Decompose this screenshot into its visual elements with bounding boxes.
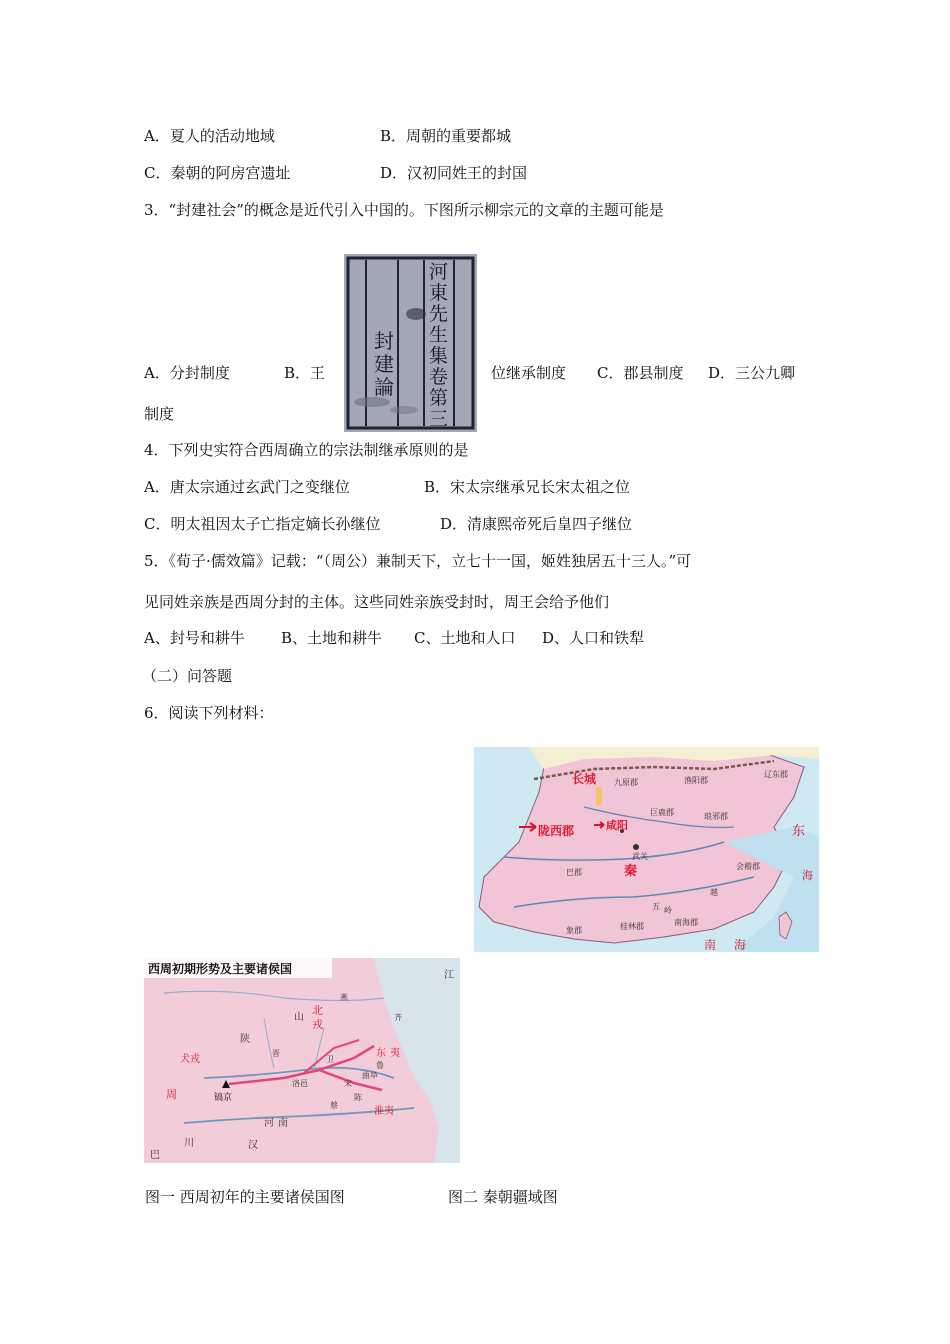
map-label-liaodong: 辽东郡 <box>764 770 788 779</box>
zhou-label-yan: 燕 <box>340 993 348 1002</box>
map-label-xianyang: 咸阳 <box>606 819 628 832</box>
map-label-kuaiji: 会稽郡 <box>736 862 760 871</box>
zhou-map-title: 西周初期形势及主要诸侯国 <box>148 962 293 976</box>
zhou-label-yi: 夷 <box>390 1048 400 1059</box>
q5-option-b: B、土地和耕牛 <box>281 629 383 647</box>
q5-option-a: A、封号和耕牛 <box>144 629 245 647</box>
q3-option-d-part1: D．三公九卿 <box>708 364 796 382</box>
map-label-julu: 巨鹿郡 <box>650 808 674 817</box>
map-label-ba: 巴郡 <box>566 868 582 877</box>
q3-option-a: A．分封制度 <box>144 364 230 382</box>
book-page-drawing <box>344 254 477 432</box>
zhou-label-rong: 戎 <box>312 1018 323 1031</box>
q5-stem-line1: 5．《荀子·儒效篇》记载：“（周公）兼制天下，立七十一国，姬姓独居五十三人。”可 <box>144 552 692 570</box>
map-label-jiuyuan: 九原郡 <box>614 778 638 787</box>
map-label-langye: 琅邪郡 <box>704 812 728 821</box>
map-label-qin: 秦 <box>624 864 638 879</box>
zhou-label-luoyi: 洛邑 <box>292 1079 308 1088</box>
q3-stem: 3．“封建社会”的概念是近代引入中国的。下图所示柳宗元的文章的主题可能是 <box>144 201 664 219</box>
map-label-yuyang: 渔阳郡 <box>684 776 708 785</box>
zhou-label-chen: 陈 <box>354 1093 362 1102</box>
zhou-label-dong: 东 <box>376 1048 386 1059</box>
q4-option-b: B．宋太宗继承兄长宋太祖之位 <box>424 478 631 496</box>
map-label-guilin: 桂林郡 <box>620 922 644 931</box>
zhou-label-song: 宋 <box>344 1079 352 1088</box>
qin-territory-map <box>474 747 819 952</box>
q3-option-d-part2: 制度 <box>144 405 175 423</box>
q5-stem-line2: 见同姓亲族是西周分封的主体。这些同姓亲族受封时，周王会给予他们 <box>144 593 610 611</box>
zhou-label-jiang: 江 <box>444 970 454 981</box>
book-title-vertical: 河東先生集卷第三 <box>429 261 449 430</box>
zhou-label-jin: 晋 <box>272 1049 280 1058</box>
zhou-label-han: 汉 <box>248 1140 258 1151</box>
q3-option-b-part1: B．王 <box>284 364 326 382</box>
q6-stem: 6．阅读下列材料： <box>144 704 274 722</box>
q2-option-b: B．周朝的重要都城 <box>380 127 512 145</box>
zhou-label-zhou: 周 <box>166 1088 177 1101</box>
zhou-label-ba: 巴 <box>150 1150 160 1161</box>
q3-option-b-part2: 位继承制度 <box>491 364 567 382</box>
q4-option-a: A．唐太宗通过玄武门之变继位 <box>144 478 350 496</box>
zhou-map-drawing <box>144 958 460 1163</box>
zhou-label-wei: 卫 <box>326 1055 334 1064</box>
western-zhou-map <box>144 958 460 1163</box>
book-essay-vertical: 封建論 <box>374 329 394 399</box>
map-label-sea: 海 <box>802 869 813 882</box>
q3-option-c: C．郡县制度 <box>597 364 684 382</box>
zhou-label-bei: 北 <box>312 1004 323 1017</box>
zhou-label-chuan: 川 <box>184 1138 194 1149</box>
figure-1-caption: 图一 西周初年的主要诸侯国图 <box>145 1188 345 1206</box>
section-heading: （二）问答题 <box>142 667 233 685</box>
zhou-label-he: 河 <box>264 1118 274 1129</box>
map-label-south-sea: 海 <box>734 938 747 952</box>
map-label-great-wall: 长城 <box>572 772 597 786</box>
q4-stem: 4．下列史实符合西周确立的宗法制继承原则的是 <box>144 441 469 459</box>
zhou-label-haojing: 镐京 <box>214 1093 233 1103</box>
q4-option-d: D．清康熙帝死后皇四子继位 <box>440 515 633 533</box>
map-label-xiang: 象郡 <box>566 926 582 935</box>
q5-option-c: C、土地和人口 <box>414 629 516 647</box>
map-label-ling: 岭 <box>664 906 672 915</box>
zhou-label-nan: 南 <box>278 1118 288 1129</box>
map-label-nanhai: 南海郡 <box>674 918 698 927</box>
q2-option-d: D．汉初同姓王的封国 <box>380 164 528 182</box>
zhou-label-huaiyi: 淮夷 <box>374 1106 394 1117</box>
zhou-label-cai: 蔡 <box>330 1101 338 1110</box>
zhou-label-quanrong: 犬戎 <box>180 1054 200 1065</box>
zhou-label-lu: 鲁 <box>376 1061 384 1070</box>
zhou-label-qufu: 曲阜 <box>362 1071 378 1080</box>
q2-option-a: A．夏人的活动地域 <box>144 127 275 145</box>
map-label-wuguan: 武关 <box>632 852 648 861</box>
map-label-longxi: 陇西郡 <box>538 824 575 838</box>
zhou-label-shaan: 陕 <box>240 1034 250 1045</box>
zhou-label-shan: 山 <box>294 1012 304 1023</box>
q4-option-c: C．明太祖因太子亡指定嫡长孙继位 <box>144 515 381 533</box>
figure-2-caption: 图二 秦朝疆域图 <box>448 1188 558 1206</box>
q2-option-c: C．秦朝的阿房宫遗址 <box>144 164 291 182</box>
map-label-yue: 越 <box>710 888 718 897</box>
book-page-image <box>344 254 477 432</box>
map-label-south: 南 <box>704 938 717 952</box>
q5-option-d: D、人口和铁犁 <box>542 629 645 647</box>
map-label-east: 东 <box>792 824 806 839</box>
zhou-label-qi: 齐 <box>394 1013 402 1022</box>
qin-map-drawing <box>474 747 819 952</box>
map-label-wu: 五 <box>652 902 660 911</box>
